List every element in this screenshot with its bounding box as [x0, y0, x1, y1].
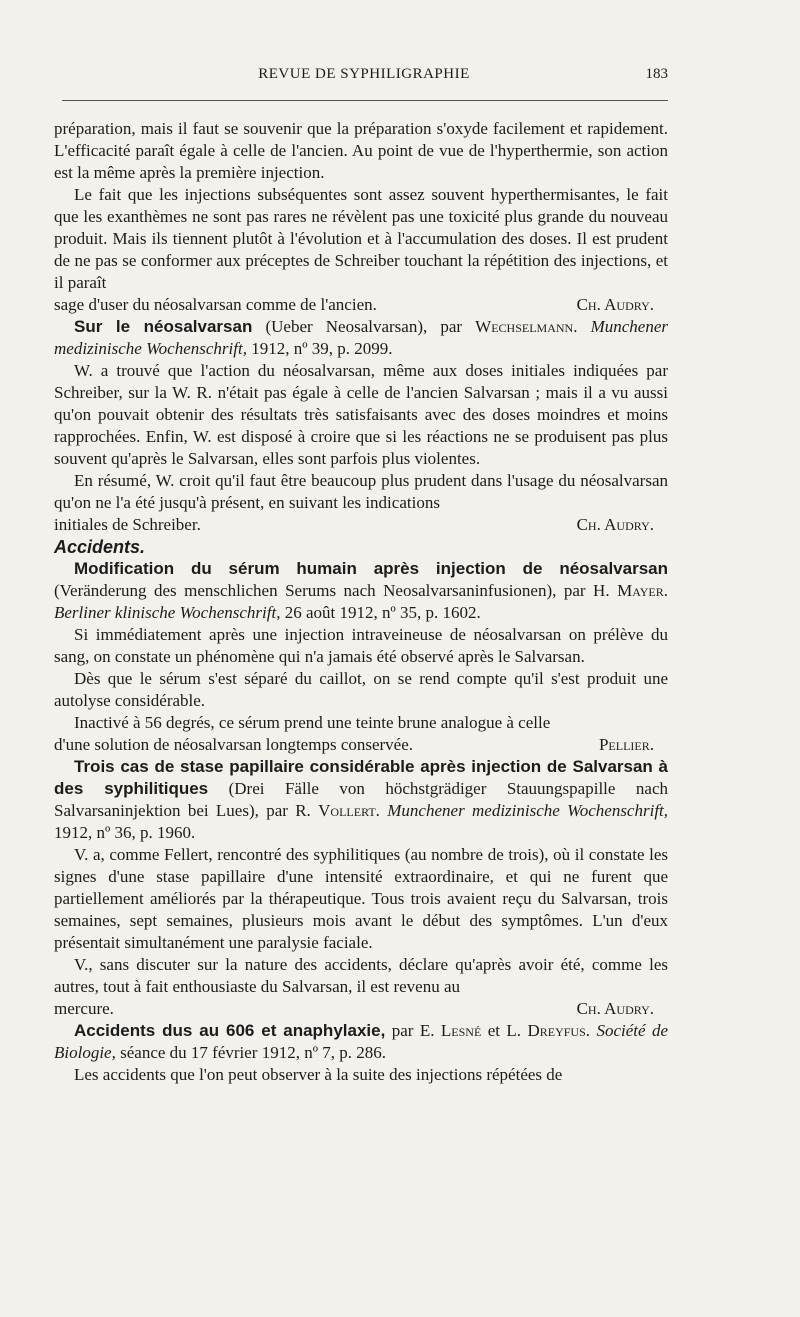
paragraph-end: sage d'user du néosalvarsan comme de l'ancien.	[54, 295, 377, 314]
reviewer-signature: Pellier.	[598, 735, 654, 754]
paragraph-end: initiales de Schreiber.	[54, 515, 201, 534]
paragraph: W. a trouvé que l'action du néosalvarsan, même aux doses initiales indiquées par Schreiber, sur la W. R. n'était pas égale à celle de l'ancien Salvarsan ; mais il a vu aussi qu'on pouvait obtenir des résultats très satisfaisants avec des doses moindres et moins rapprochées. Enfin, W. est disposé à croire que si les réactions ne se produisent pas plus souvent qu'après le Salvarsan, elles sont parfois plus violentes.	[54, 361, 668, 468]
article-subtitle: (Ueber Neosalvarsan), par	[265, 317, 463, 336]
signature-line	[54, 998, 668, 1020]
paragraph: préparation, mais il faut se souvenir que la préparation s'oxyde facilement et rapidement. L'efficacité paraît égale à celle de l'ancien. Au point de vue de l'hyperthermie, son action est la même après la première injection.	[54, 119, 668, 182]
journal-name: Société de Biologie,	[54, 1021, 669, 1062]
reviewer-signature: Ch. Audry.	[576, 999, 654, 1018]
journal-title: REVUE DE SYPHILIGRAPHIE	[258, 66, 470, 82]
article-subtitle: (Veränderung des menschlichen Serums nach Neosalvarsaninfusionen), par H.	[54, 581, 610, 600]
article-author: Mayer.	[617, 581, 669, 600]
journal-name: Berliner klinische Wochenschrift,	[54, 603, 281, 622]
paragraph: Les accidents que l'on peut observer à la suite des injections répétées de	[74, 1065, 563, 1084]
article-author: Vollert.	[318, 801, 380, 820]
signature-line	[54, 294, 668, 316]
citation-ref: séance du 17 février 1912, nº 7, p. 286.	[120, 1043, 386, 1062]
paragraph: Dès que le sérum s'est séparé du caillot, on se rend compte qu'il s'est produit une autolyse considérable.	[54, 669, 668, 710]
paragraph: Si immédiatement après une injection intraveineuse de néosalvarsan on prélève du sang, on constate un phénomène qui n'a jamais été observé après le Salvarsan.	[54, 625, 668, 666]
article-byline: par E.	[391, 1021, 435, 1040]
article-heading	[54, 756, 668, 844]
article-conjunction: et L.	[487, 1021, 522, 1040]
article-heading	[54, 316, 668, 360]
paragraph: V., sans discuter sur la nature des accidents, déclare qu'après avoir été, comme les autres, tout à fait enthousiaste du Salvarsan, il est revenu au	[54, 955, 668, 996]
page-number: 183	[645, 66, 668, 82]
signature-line	[54, 734, 668, 756]
citation-ref: 1912, nº 39, p. 2099.	[251, 339, 393, 358]
article-author: Dreyfus.	[527, 1021, 591, 1040]
header-rule	[62, 100, 668, 101]
article-title: Accidents dus au 606 et anaphylaxie,	[74, 1021, 386, 1040]
journal-name: Munchener medizinische Wochenschrift,	[387, 801, 669, 820]
paragraph: V. a, comme Fellert, rencontré des syphilitiques (au nombre de trois), où il constate les signes d'une stase papillaire d'une intensité extraordinaire, et qui ne furent que partiellement améliorés par la thérapeutique. Tous trois avaient reçu du Salvarsan, trois semaines, sept semaines, plusieurs mois avant le début des symptômes. L'un d'eux présentait simultanément une paralysie faciale.	[54, 845, 668, 952]
signature-line	[54, 514, 668, 536]
reviewer-signature: Ch. Audry.	[576, 515, 654, 534]
article-title: Sur le néosalvarsan	[74, 317, 253, 336]
paragraph: En résumé, W. croit qu'il faut être beaucoup plus prudent dans l'usage du néosalvarsan qu'on ne l'a été jusqu'à présent, en suivant les indications	[54, 471, 668, 512]
article-heading	[54, 1020, 668, 1064]
journal-name: Munchener medizinische Wochenschrift,	[54, 317, 669, 358]
citation-ref: 1912, nº 36, p. 1960.	[54, 823, 196, 842]
running-header	[60, 66, 668, 90]
citation-ref: 26 août 1912, nº 35, p. 1602.	[284, 603, 481, 622]
article-subtitle: (Drei Fälle von höchstgrädiger Stauungspapille nach Salvarsaninjektion bei Lues), par R.	[54, 779, 668, 820]
article-author: Wechselmann.	[475, 317, 578, 336]
reviewer-signature: Ch. Audry.	[576, 295, 654, 314]
paragraph: Le fait que les injections subséquentes sont assez souvent hyperthermisantes, le fait que les exanthèmes ne sont pas rares ne révèlent pas une toxicité plus grande du nouveau produit. Mais ils tiennent plutôt à l'évolution et à l'accumulation des doses. Il est prudent de ne pas se conformer aux préceptes de Schreiber touchant la répétition des injections, et il paraît	[54, 185, 668, 292]
section-heading: Accidents.	[54, 537, 146, 557]
body-text	[54, 118, 668, 1086]
article-heading	[54, 558, 668, 624]
article-title: Trois cas de stase papillaire considérable après injection de Salvarsan à des syphilitiques	[54, 757, 668, 798]
article-title: Modification du sérum humain après injection de néosalvarsan	[74, 559, 668, 578]
paragraph-end: mercure.	[54, 999, 114, 1018]
paragraph-end: d'une solution de néosalvarsan longtemps conservée.	[54, 735, 414, 754]
paragraph: Inactivé à 56 degrés, ce sérum prend une teinte brune analogue à celle	[74, 713, 551, 732]
article-author: Lesné	[440, 1021, 482, 1040]
